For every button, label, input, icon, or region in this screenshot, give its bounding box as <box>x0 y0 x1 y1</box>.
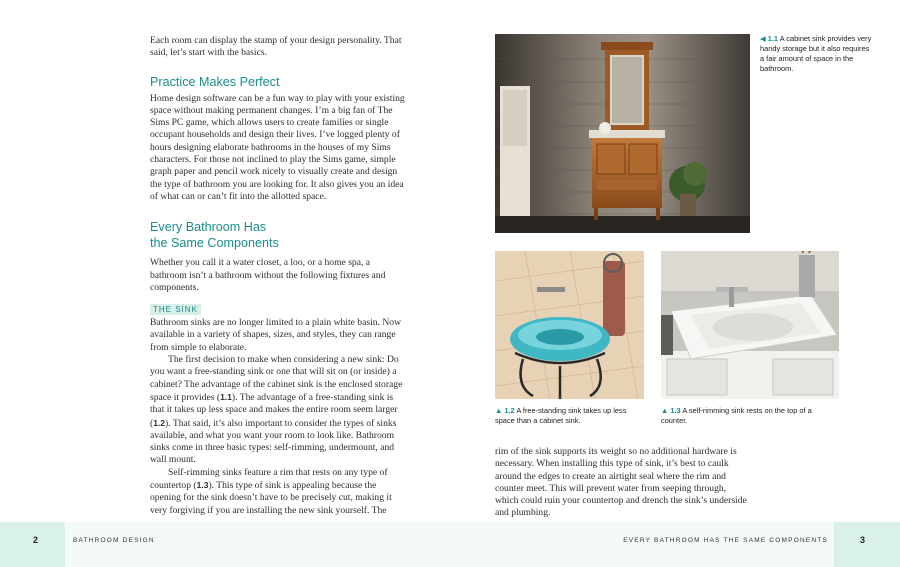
right-text-column: rim of the sink supports its weight so no additional hardware is necessary. When installing this type of sink, it’s best to caulk around the edges to create an airtight seal where the rim and counter meet. This will prevent water from seeping through, which could ruin your countertop and drench the sink’s underside and plumbing. <box>495 446 747 519</box>
paragraph-first-decision: The first decision to make when considering a new sink: Do you want a free-standing sink or one that will sit on (or inside) a cabinet? The advantage of the cabinet sink is the enclosed storage space it provides (1.1). The advantage of a free-standing sink is that it takes up less space and makes the entire room seem larger (1.2). That said, it’s also important to consider the types of sinks available, and what you want your room to look like. Bathroom sinks come in three basic types: self-rimming, undermount, and wall mount. <box>150 354 403 466</box>
caption-up-arrow-icon: ▲ <box>661 406 669 415</box>
page-number-right: 3 <box>860 535 866 545</box>
footer-band-right <box>450 522 834 567</box>
heading-every-bathroom-line2: the Same Components <box>150 236 279 251</box>
caption-text-1-3: A self-rimming sink rests on the top of a counter. <box>661 406 812 425</box>
caption-number-1-1: 1.1 <box>767 34 779 43</box>
intro-paragraph: Each room can display the stamp of your design personality. That said, let’s start with the basics. <box>150 35 402 59</box>
paragraph-sink-intro: Bathroom sinks are no longer limited to a plain white basin. Now available in a variety of shapes, sizes, and styles, they can range from simple to elaborate. <box>150 317 401 353</box>
caption-up-arrow-icon: ▲ <box>495 406 503 415</box>
left-text-column <box>150 35 405 517</box>
figure-ref-1-1: 1.1 <box>220 391 232 402</box>
footer-right-tab <box>834 522 900 567</box>
caption-1-2 <box>495 406 645 426</box>
footer-band-left <box>65 522 450 567</box>
caption-left-arrow-icon: ◀ <box>760 34 766 43</box>
subhead-the-sink: THE SINK <box>150 304 201 315</box>
heading-every-bathroom-line1: Every Bathroom Has <box>150 220 267 235</box>
figure-ref-1-2: 1.2 <box>153 417 166 428</box>
caption-text-1-1: A cabinet sink provides very handy storage but it also requires a fair amount of space in the bathroom. <box>760 34 872 73</box>
figure-ref-1-3: 1.3 <box>196 480 209 491</box>
heading-practice-makes-perfect: Practice Makes Perfect <box>150 74 280 89</box>
paragraph-self-rimming: Self-rimming sinks feature a rim that rests on any type of countertop (1.3). This type of sink is appealing because the opening for the sink doesn’t have to be precisely cut, making it very forgiving if you are installing the new sink yourself. The <box>150 466 392 516</box>
photo-self-rimming-sink <box>661 251 839 399</box>
caption-number-1-2: 1.2 <box>504 406 515 415</box>
caption-1-3 <box>661 406 839 426</box>
caption-number-1-3: 1.3 <box>670 406 681 415</box>
caption-1-1 <box>760 34 872 74</box>
paragraph-components: Whether you call it a water closet, a loo, or a home spa, a bathroom isn’t a bathroom without the following fixtures and components. <box>150 257 386 293</box>
page-number-left: 2 <box>33 535 39 545</box>
photo-free-standing-sink <box>495 251 644 399</box>
paragraph-practice: Home design software can be a fun way to play with your existing space without making permanent changes. I’m a big fan of The Sims PC game, which allows users to create families or single occupant households and design their lives. I’ve logged plenty of hours designing elaborate bathrooms in the houses of my Sims characters. For those not inclined to play the Sims game, simple graph paper and pencil work nicely to visually create and design the type of bathroom you are looking for. It also gives you an idea of what can or can’t fit into the allotted space. <box>150 92 405 202</box>
running-head-right: EVERY BATHROOM HAS THE SAME COMPONENTS <box>623 537 828 544</box>
running-head-left: BATHROOM DESIGN <box>73 537 155 544</box>
caption-text-1-2: A free-standing sink takes up less space than a cabinet sink. <box>495 406 627 425</box>
photo-cabinet-sink <box>495 34 750 233</box>
heading-every-bathroom <box>150 219 405 251</box>
